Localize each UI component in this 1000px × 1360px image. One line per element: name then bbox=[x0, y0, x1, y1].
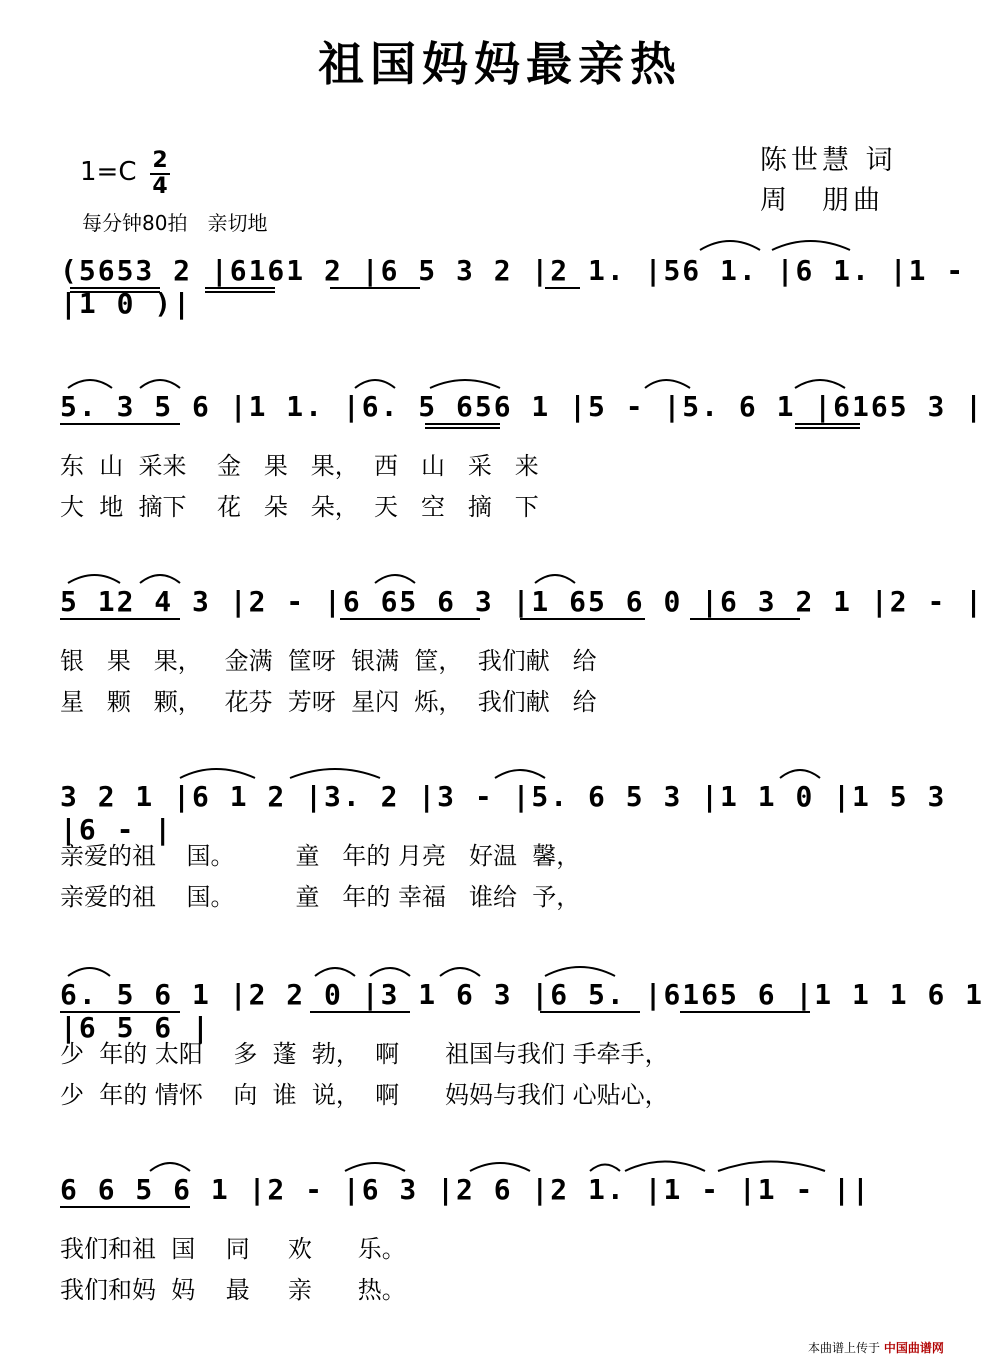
time-signature-bottom: 4 bbox=[152, 174, 168, 199]
time-signature-top: 2 bbox=[152, 148, 168, 173]
notation-line-1: (5653 2 |6161 2 |6 5 3 2 |2 1. |56 1. |6 1. |1 - |1 0 )| bbox=[60, 254, 966, 320]
key-signature: 1=C bbox=[80, 157, 137, 187]
site-logo[interactable]: 中国曲谱网 bbox=[883, 1341, 944, 1355]
lyric-line-6-verse-1: 我们和祖 国 同 欢 乐。 bbox=[60, 1235, 406, 1263]
lyric-line-5-verse-1: 少 年的 太阳 多 蓬 勃， 啊 祖国与我们 手牵手， bbox=[60, 1040, 669, 1068]
lyric-line-4-verse-2: 亲爱的祖 国。 童 年的 幸福 谁给 予， bbox=[60, 883, 581, 911]
lyricist-credit: 陈世慧 词 bbox=[760, 145, 897, 176]
footer-uploaded-text bbox=[808, 1339, 944, 1356]
notation-line-5: 6. 5 6 1 |2 2 0 |3 1 6 3 |6 5. |6165 6 |1 1 1 6 1 |6 5 6 | bbox=[60, 978, 985, 1044]
notation-line-4: 3 2 1 |6 1 2 |3. 2 |3 - |5. 6 5 3 |1 1 0 |1 5 3 |6 - | bbox=[60, 780, 947, 846]
lyric-line-3-verse-1: 银 果 果， 金满 筐呀 银满 筐， 我们献 给 bbox=[60, 647, 597, 675]
notation-line-6: 6 6 5 6 1 |2 - |6 3 |2 6 |2 1. |1 - |1 - || bbox=[60, 1173, 871, 1206]
composer-credit: 周 朋曲 bbox=[760, 185, 884, 216]
notation-line-3: 5 12 4 3 |2 - |6 65 6 3 |1 65 6 0 |6 3 2 1 |2 - | bbox=[60, 585, 985, 618]
lyric-line-4-verse-1: 亲爱的祖 国。 童 年的 月亮 好温 馨， bbox=[60, 842, 581, 870]
lyric-line-2-verse-1: 东 山 采来 金 果 果， 西 山 采 来 bbox=[60, 452, 539, 480]
notation-line-2: 5. 3 5 6 |1 1. |6. 5 656 1 |5 - |5. 6 1 |6165 3 | bbox=[60, 390, 985, 423]
lyric-line-6-verse-2: 我们和妈 妈 最 亲 热。 bbox=[60, 1276, 406, 1304]
lyric-line-5-verse-2: 少 年的 情怀 向 谁 说， 啊 妈妈与我们 心贴心， bbox=[60, 1081, 669, 1109]
song-title: 祖国妈妈最亲热 bbox=[318, 37, 682, 91]
tempo-marking: 每分钟80拍 亲切地 bbox=[82, 211, 268, 235]
lyric-line-3-verse-2: 星 颗 颗， 花芬 芳呀 星闪 烁， 我们献 给 bbox=[60, 688, 597, 716]
footer-uploaded-label: 本曲谱上传于 bbox=[808, 1341, 881, 1355]
lyric-line-2-verse-2: 大 地 摘下 花 朵 朵， 天 空 摘 下 bbox=[60, 493, 539, 521]
